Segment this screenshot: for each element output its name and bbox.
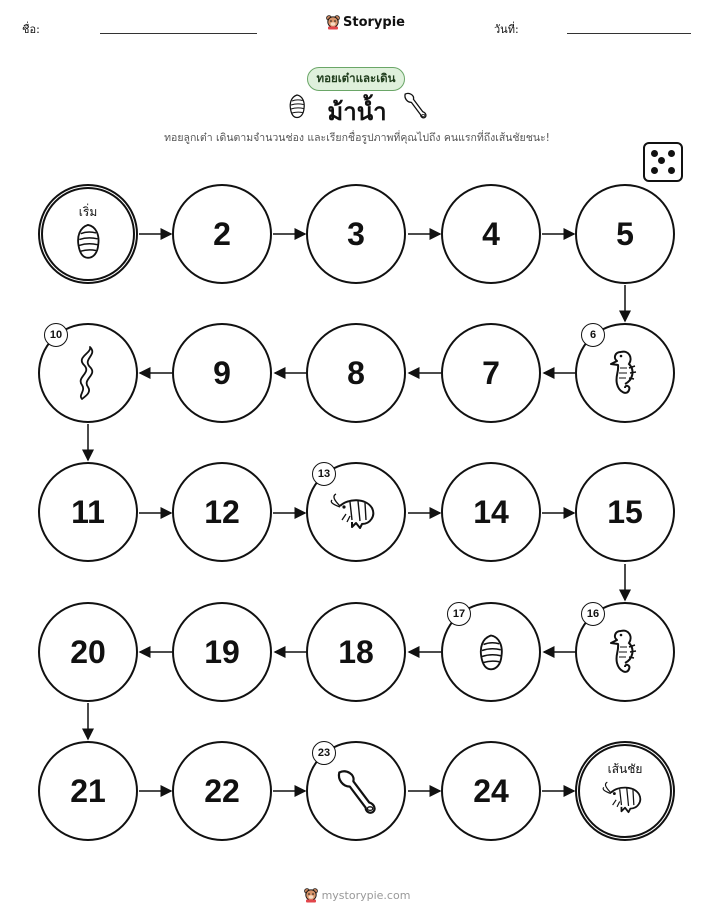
cell-number: 14 <box>473 493 509 530</box>
board-cell-16[interactable] <box>575 602 675 702</box>
cell-number: 18 <box>338 633 374 670</box>
board-cell-14[interactable] <box>441 462 541 562</box>
game-title: ม้าน้ำ <box>327 97 387 126</box>
cell-number: 2 <box>213 215 231 252</box>
board-cell-9[interactable] <box>172 323 272 423</box>
board-cell-23[interactable] <box>306 741 406 841</box>
board-cell-4[interactable] <box>441 184 541 284</box>
footer-site[interactable]: mystorypie.com <box>321 888 411 902</box>
cell-number: 19 <box>204 633 240 670</box>
board-cell-21[interactable] <box>38 741 138 841</box>
cell-number: 11 <box>71 493 105 530</box>
board-cell-6[interactable] <box>575 323 675 423</box>
cell-number-tag: 17 <box>447 602 471 626</box>
board-cell-3[interactable] <box>306 184 406 284</box>
board-cell-start[interactable] <box>38 184 138 284</box>
board-cell-5[interactable] <box>575 184 675 284</box>
cell-number: 4 <box>482 215 500 252</box>
cell-number: 9 <box>213 354 231 391</box>
cell-number-tag: 10 <box>44 323 68 347</box>
board-cell-19[interactable] <box>172 602 272 702</box>
cell-number-tag: 23 <box>312 741 336 765</box>
footer <box>0 887 714 903</box>
board-cell-13[interactable] <box>306 462 406 562</box>
cell-number-tag: 6 <box>581 323 605 347</box>
board-cell-17[interactable] <box>441 602 541 702</box>
board-cell-10[interactable] <box>38 323 138 423</box>
shell-icon <box>73 222 103 260</box>
start-label: เริ่ม <box>78 205 98 219</box>
game-instructions: ทอยลูกเต๋า เดินตามจำนวนช่อง และเรียกชื่อรูปภาพที่คุณไปถึง คนแรกที่ถึงเส้นชัยชนะ! <box>164 132 550 144</box>
cell-number: 21 <box>70 772 106 809</box>
cell-number: 5 <box>616 215 634 252</box>
board-cell-18[interactable] <box>306 602 406 702</box>
board-cell-2[interactable] <box>172 184 272 284</box>
cell-number: 22 <box>204 772 240 809</box>
seahorse-icon <box>607 346 643 400</box>
cell-number: 20 <box>70 633 106 670</box>
board-cell-8[interactable] <box>306 323 406 423</box>
game-type-badge: ทอยเต๋าและเดิน <box>307 67 405 91</box>
cell-number: 24 <box>473 772 509 809</box>
board-cell-7[interactable] <box>441 323 541 423</box>
board-cell-15[interactable] <box>575 462 675 562</box>
board-cell-24[interactable] <box>441 741 541 841</box>
cell-number-tag: 13 <box>312 462 336 486</box>
cell-number: 8 <box>347 354 365 391</box>
bear-icon <box>304 887 318 903</box>
board-cell-22[interactable] <box>172 741 272 841</box>
board-cell-11[interactable] <box>38 462 138 562</box>
name-label: ชื่อ: <box>22 23 40 36</box>
seahorse-icon <box>607 625 643 679</box>
board-cell-20[interactable] <box>38 602 138 702</box>
board-cell-12[interactable] <box>172 462 272 562</box>
shell-icon <box>476 632 506 672</box>
seaweed-icon <box>76 345 100 401</box>
cell-number: 7 <box>482 354 500 391</box>
board-cell-finish[interactable] <box>575 741 675 841</box>
shrimp-icon <box>330 492 382 532</box>
cell-number: 15 <box>607 493 643 530</box>
brand-name: Storypie <box>343 14 405 30</box>
finish-label: เส้นชัย <box>607 762 643 776</box>
cell-number: 3 <box>347 215 365 252</box>
cell-number-tag: 16 <box>581 602 605 626</box>
date-label: วันที่: <box>494 23 519 36</box>
bone-icon <box>334 767 378 815</box>
shrimp-icon <box>602 780 648 816</box>
cell-number: 12 <box>204 493 240 530</box>
